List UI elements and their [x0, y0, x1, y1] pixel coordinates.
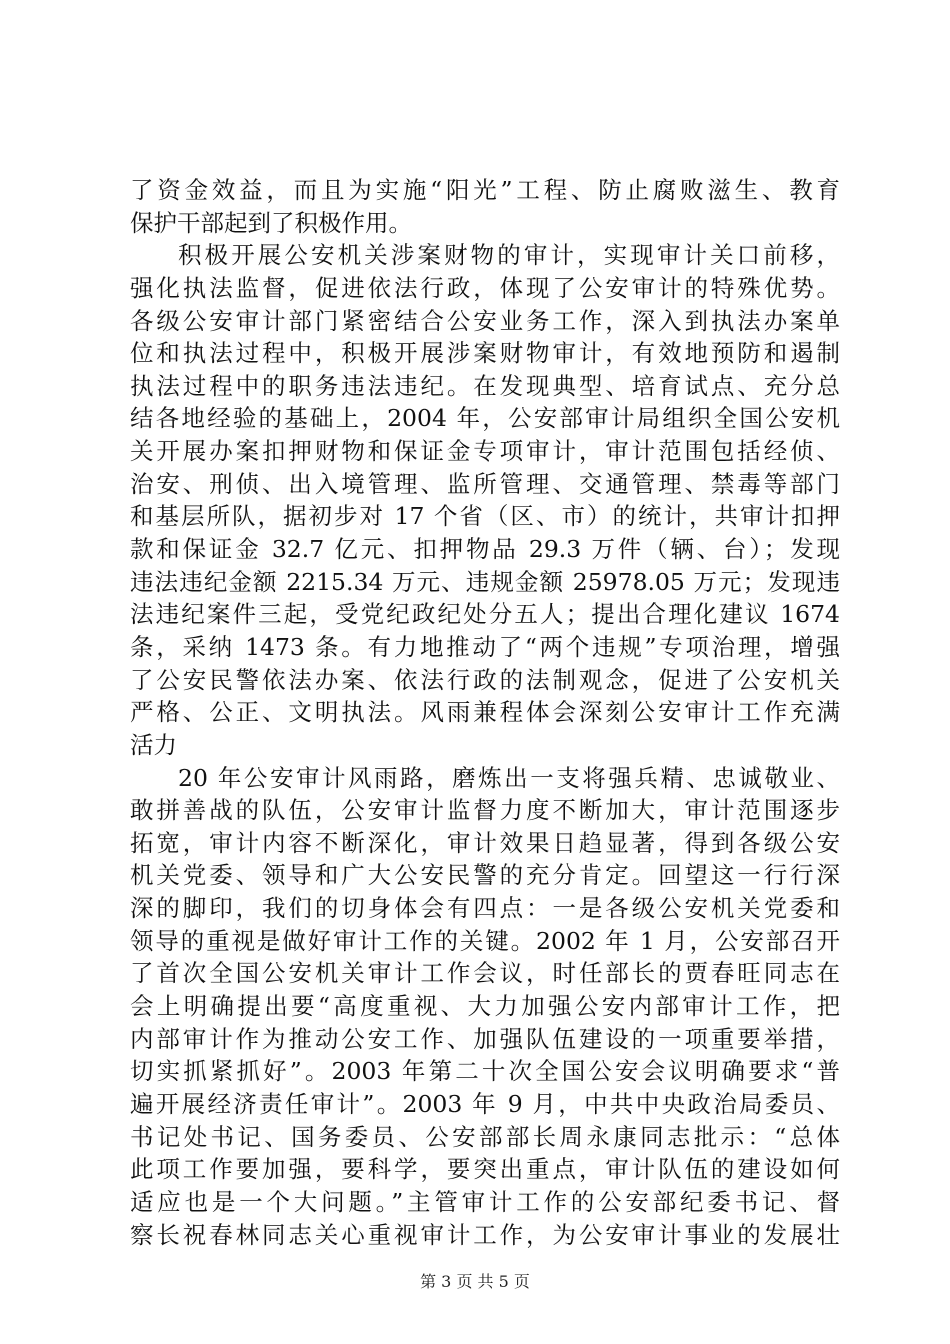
text-line: 拓宽，审计内容不断深化，审计效果日趋显著，得到各级公安 — [130, 828, 840, 857]
document-body — [130, 174, 840, 1251]
text-line: 款和保证金 32.7 亿元、扣押物品 29.3 万件（辆、台）；发现 — [130, 535, 840, 564]
text-line: 领导的重视是做好审计工作的关键。2002 年 1 月，公安部召开 — [130, 926, 840, 955]
page-footer — [0, 1272, 950, 1292]
text-line: 深的脚印，我们的切身体会有四点：一是各级公安机关党委和 — [130, 894, 840, 923]
text-line: 法违纪案件三起，受党纪政纪处分五人；提出合理化建议 1674 — [130, 600, 840, 629]
text-line: 关开展办案扣押财物和保证金专项审计，审计范围包括经侦、 — [130, 437, 840, 466]
text-line: 活力 — [130, 730, 177, 759]
text-line: 违法违纪金额 2215.34 万元、违规金额 25978.05 万元；发现违 — [130, 567, 840, 596]
paragraph-3 — [130, 762, 840, 1252]
text-line: 会上明确提出要“高度重视、大力加强公安内部审计工作，把 — [130, 992, 840, 1021]
text-line: 条，采纳 1473 条。有力地推动了“两个违规”专项治理，增强 — [130, 632, 840, 661]
text-line: 治安、刑侦、出入境管理、监所管理、交通管理、禁毒等部门 — [130, 469, 840, 498]
text-line: 强化执法监督，促进依法行政，体现了公安审计的特殊优势。 — [130, 273, 840, 302]
text-line: 位和执法过程中，积极开展涉案财物审计，有效地预防和遏制 — [130, 339, 840, 368]
text-line: 切实抓紧抓好”。2003 年第二十次全国公安会议明确要求“普 — [130, 1057, 840, 1086]
text-line: 积极开展公安机关涉案财物的审计，实现审计关口前移， — [178, 241, 840, 270]
text-line: 适应也是一个大问题。”主管审计工作的公安部纪委书记、督 — [130, 1187, 840, 1216]
text-line: 察长祝春林同志关心重视审计工作，为公安审计事业的发展壮 — [130, 1220, 840, 1249]
paragraph-2 — [130, 239, 840, 761]
text-line: 和基层所队，据初步对 17 个省（区、市）的统计，共审计扣押 — [130, 502, 840, 531]
text-line: 书记处书记、国务委员、公安部部长周永康同志批示：“总体 — [130, 1122, 840, 1151]
text-line: 敢拼善战的队伍，公安审计监督力度不断加大，审计范围逐步 — [130, 796, 840, 825]
text-line: 严格、公正、文明执法。风雨兼程体会深刻公安审计工作充满 — [130, 698, 840, 727]
text-line: 机关党委、领导和广大公安民警的充分肯定。回望这一行行深 — [130, 861, 840, 890]
text-line: 保护干部起到了积极作用。 — [130, 208, 412, 237]
page-number-label: 第 3 页 共 5 页 — [420, 1272, 530, 1291]
text-line: 了公安民警依法办案、依法行政的法制观念，促进了公安机关 — [130, 665, 840, 694]
text-line: 了资金效益，而且为实施“阳光”工程、防止腐败滋生、教育 — [130, 176, 840, 204]
text-line: 各级公安审计部门紧密结合公安业务工作，深入到执法办案单 — [130, 306, 840, 335]
text-line: 了首次全国公安机关审计工作会议，时任部长的贾春旺同志在 — [130, 959, 840, 988]
text-line: 此项工作要加强，要科学，要突出重点，审计队伍的建设如何 — [130, 1155, 840, 1184]
text-line: 遍开展经济责任审计”。2003 年 9 月，中共中央政治局委员、 — [130, 1089, 840, 1118]
text-line: 结各地经验的基础上，2004 年，公安部审计局组织全国公安机 — [130, 404, 840, 433]
text-line: 20 年公安审计风雨路，磨炼出一支将强兵精、忠诚敬业、 — [178, 763, 840, 792]
paragraph-1 — [130, 174, 840, 239]
text-line: 内部审计作为推动公安工作、加强队伍建设的一项重要举措， — [130, 1024, 840, 1053]
text-line: 执法过程中的职务违法违纪。在发现典型、培育试点、充分总 — [130, 371, 840, 400]
